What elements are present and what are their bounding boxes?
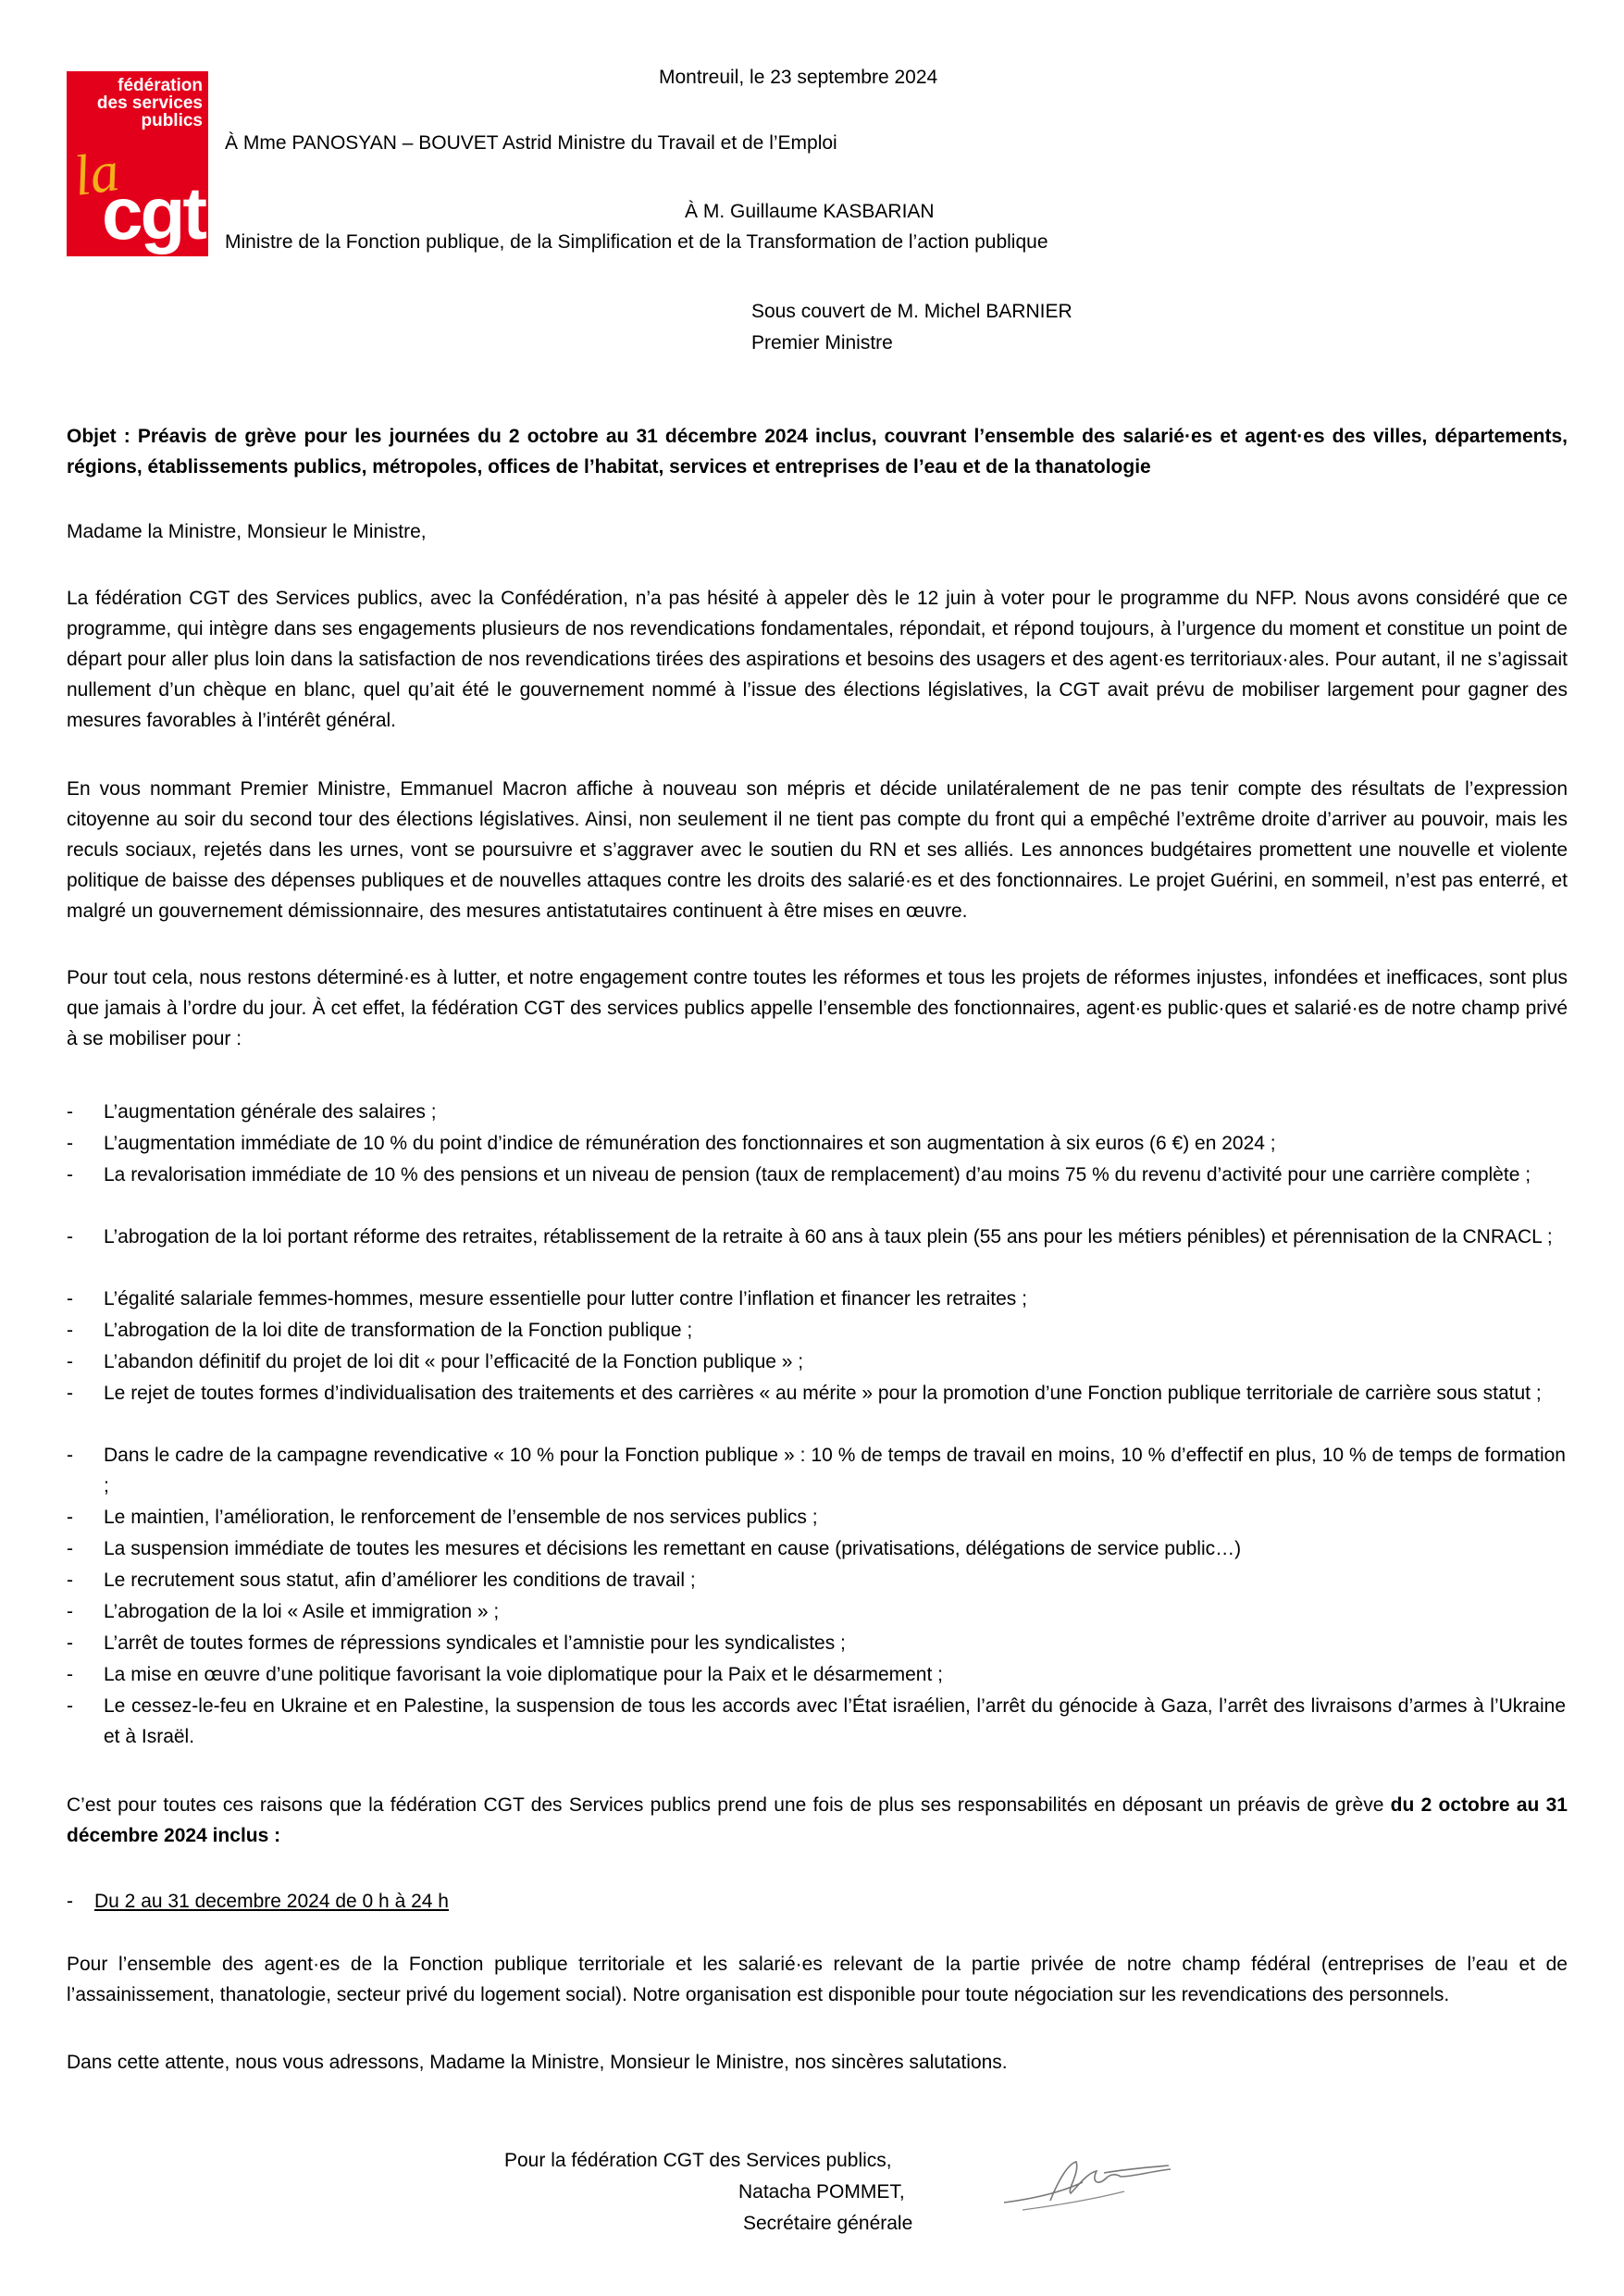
strike-period-text: Du 2 au 31 decembre 2024 de 0 h à 24 h [94,1891,449,1912]
logo-cgt: cgt [102,172,205,254]
list-item-text: L’augmentation générale des salaires ; [104,1101,437,1123]
signatory-title: Secrétaire générale [743,2213,913,2234]
list-item-text: Le maintien, l’amélioration, le renforcement de l’ensemble de nos services publics ; [104,1507,818,1528]
paragraph-3: Pour tout cela, nous restons déterminé·es à lutter, et notre engagement contre toutes les réformes et tous les projets de réformes injustes, infondées et inefficaces, sont plus que jamais à l’ordre du jour. À cet effet, la fédération CGT des services publics appelle l’ensemble des fonctionnaires, agent·es public·ques et salarié·es de notre champ privé à se mobiliser pour : [67,967,1568,1049]
list-item-text: La mise en œuvre d’une politique favorisant la voie diplomatique pour la Paix et le désarmement ; [104,1664,943,1685]
cover-line-2: Premier Ministre [751,332,893,354]
logo-la: la [69,139,123,209]
strike-dates: du 2 octobre au 31 décembre 2024 inclus : [67,1794,1568,1846]
subject: Objet : Préavis de grève pour les journées du 2 octobre au 31 décembre 2024 inclus, couvrant l’ensemble des salarié·es et agent·es des villes, départements, régions, établissements publics, métropoles, offices de l’habitat, services et entreprises de l’eau et de la thanatologie [67,426,1568,478]
scope-paragraph: Pour l’ensemble des agent·es de la Fonction publique territoriale et les salarié·es relevant de la partie privée de notre champ fédéral (entreprises de l’eau et de l’assainissement, thanatologie, secteur privé du logement social). Notre organisation est disponible pour toute négociation sur les revendications des personnels. [67,1954,1568,2005]
recipient-2-name: À M. Guillaume KASBARIAN [685,201,935,222]
list-item-text: Dans le cadre de la campagne revendicative « 10 % pour la Fonction publique » : 10 % de temps de travail en moins, 10 % d’effectif en plus, 10 % de temps de formation ; [104,1445,1566,1496]
closing-paragraph [67,1790,1568,1851]
list-item-text: Le recrutement sous statut, afin d’améliorer les conditions de travail ; [104,1570,696,1591]
list-item-text: L’abrogation de la loi dite de transformation de la Fonction publique ; [104,1320,693,1341]
farewell: Dans cette attente, nous vous adressons, Madame la Ministre, Monsieur le Ministre, nos sincères salutations. [67,2052,1008,2073]
list-item-text: Le cessez-le-feu en Ukraine et en Palestine, la suspension de tous les accords avec l’État israélien, l’arrêt du génocide à Gaza, l’arrêt des livraisons d’armes à l’Ukraine et à Israël. [104,1695,1566,1747]
cgt-logo [67,71,208,256]
handwritten-signature [995,2145,1180,2219]
list-item-text: L’égalité salariale femmes-hommes, mesure essentielle pour lutter contre l’inflation et financer les retraites ; [104,1288,1027,1309]
logo-line-2: des services [96,93,203,113]
closing-paragraph-text: C’est pour toutes ces raisons que la fédération CGT des Services publics prend une fois de plus ses responsabilités en déposant un préavis de grève [67,1794,1391,1816]
list-item-text: L’arrêt de toutes formes de répressions syndicales et l’amnistie pour les syndicalistes ; [104,1632,846,1654]
salutation: Madame la Ministre, Monsieur le Ministre, [67,521,427,542]
cover-line-1: Sous couvert de M. Michel BARNIER [751,301,1072,322]
logo-line-3: publics [141,111,203,130]
paragraph-1: La fédération CGT des Services publics, avec la Confédération, n’a pas hésité à appeler dès le 12 juin à voter pour le programme du NFP. Nous avons considéré que ce programme, qui intègre dans ses engagements plusieurs de nos revendications fondamentales, répondait, et répond toujours, à l’urgence du moment et constitue un point de départ pour aller plus loin dans la satisfaction de nos revendications tirées des aspirations et besoins des usagers et des agent·es territoriaux·ales. Pour autant, il ne s’agissait nullement d’un chèque en blanc, quel qu’ait été le gouvernement nommé à l’issue des élections législatives, la CGT avait prévu de mobiliser largement pour gagner des mesures favorables à l’intérêt général. [67,588,1568,731]
list-item-text: Le rejet de toutes formes d’individualisation des traitements et des carrières « au mérite » pour la promotion d’une Fonction publique territoriale de carrière sous statut ; [104,1383,1542,1404]
place-date: Montreuil, le 23 septembre 2024 [659,67,938,88]
signatory-name: Natacha POMMET, [738,2181,905,2203]
signature-line-1: Pour la fédération CGT des Services publics, [504,2150,892,2171]
list-item-text: L’augmentation immédiate de 10 % du point d’indice de rémunération des fonctionnaires et son augmentation à six euros (6 €) en 2024 ; [104,1133,1276,1154]
paragraph-2: En vous nommant Premier Ministre, Emmanuel Macron affiche à nouveau son mépris et décide unilatéralement de ne pas tenir compte des résultats de l’expression citoyenne au soir du second tour des élections législatives. Ainsi, non seulement il ne tient pas compte du front qui a empêché l’extrême droite d’arriver au pouvoir, mais les reculs sociaux, rejetés dans les urnes, vont se poursuivre et s’aggraver avec le soutien du RN et ses alliés. Les annonces budgétaires promettent une nouvelle et violente politique de baisse des dépenses publiques et de nouvelles attaques contre les droits des salarié·es et des fonctionnaires. Le projet Guérini, en sommeil, n’est pas enterré, et malgré un gouvernement démissionnaire, des mesures antistatutaires continuent à être mises en œuvre. [67,778,1568,922]
list-item-text: L’abrogation de la loi « Asile et immigration » ; [104,1601,500,1622]
list-item-text: La suspension immédiate de toutes les mesures et décisions les remettant en cause (privatisations, délégations de service public…) [104,1538,1242,1559]
recipient-1: À Mme PANOSYAN – BOUVET Astrid Ministre du Travail et de l’Emploi [225,132,837,154]
logo-line-1: fédération [118,76,203,95]
list-item-text: L’abrogation de la loi portant réforme des retraites, rétablissement de la retraite à 60 ans à taux plein (55 ans pour les métiers pénibles) et pérennisation de la CNRACL ; [104,1226,1553,1247]
recipient-2-title: Ministre de la Fonction publique, de la Simplification et de la Transformation de l’action publique [225,231,1048,253]
list-item-text: L’abandon définitif du projet de loi dit « pour l’efficacité de la Fonction publique » ; [104,1351,804,1372]
list-item-text: La revalorisation immédiate de 10 % des pensions et un niveau de pension (taux de remplacement) d’au moins 75 % du revenu d’activité pour une carrière complète ; [104,1164,1531,1185]
